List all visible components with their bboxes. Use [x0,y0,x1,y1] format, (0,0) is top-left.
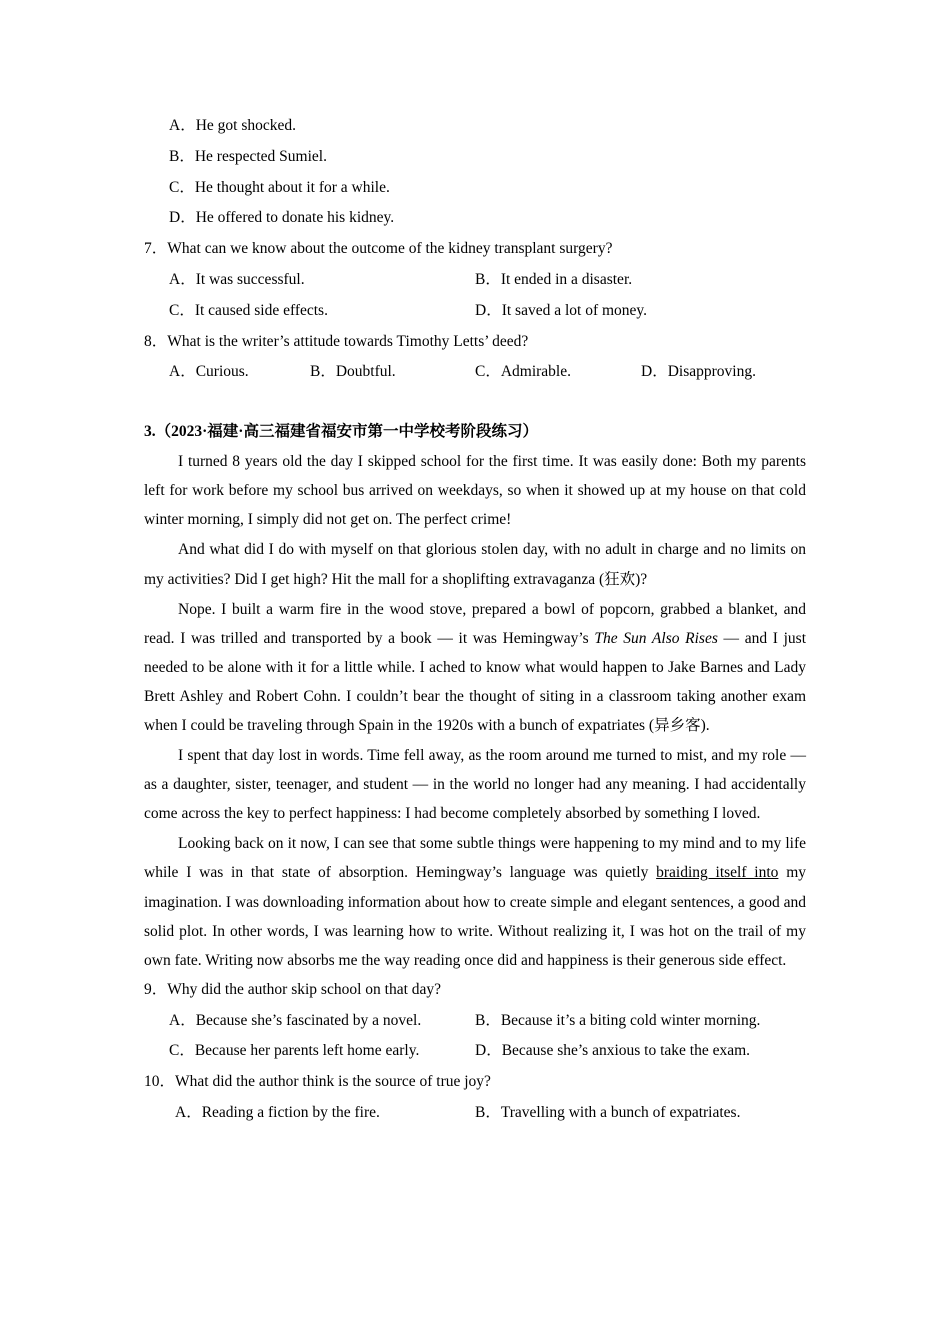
passage-paragraph-4: I spent that day lost in words. Time fell away, as the room around me turned to mist, and my role — as a daughter, sister, teenager, and student — in the world no longer had any meaning. I had accidentally come across the key to perfect happiness: I had become completely absorbed by something I loved. [144,747,806,823]
q8-option-c: C．Admirable. [475,363,571,381]
section-3-heading: 3.（2023·福建·高三福建省福安市第一中学校考阶段练习） [144,423,538,441]
q9-stem: 9．Why did the author skip school on that day? [144,980,442,998]
q9-option-b: B．Because it’s a biting cold winter morning. [475,1011,761,1029]
q6-option-b: B．He respected Sumiel. [169,147,327,165]
passage-paragraph-3-text-b: — and I just needed to be alone with it for a little while. I ached to know what would happen to Jake Barnes and Lady Brett Ashley and Robert Cohn. I couldn’t bear the thought of siting in a classroom taking another exam when I could be traveling through Spain in the 1920s with a bunch of expatriates (异乡客). [144,629,806,735]
q8-options-row [144,357,806,388]
underlined-phrase: braiding itself into [656,864,779,882]
q7-options-row-1 [144,265,806,296]
passage-paragraph-5 [144,829,806,974]
q7-stem: 7．What can we know about the outcome of the kidney transplant surgery? [144,240,613,258]
q8-option-b: B．Doubtful. [310,363,396,381]
q7-options-row-2 [144,296,806,327]
q9-option-c: C．Because her parents left home early. [169,1042,420,1060]
passage-paragraph-5-text-a: Looking back on it now, I can see that some subtle things were happening to my mind and to my life while I was in that state of absorption. Hemingway’s language was quietly [144,835,806,882]
q8-option-a: A．Curious. [169,363,249,381]
passage-paragraph-2: And what did I do with myself on that glorious stolen day, with no adult in charge and no limits on my activities? Did I get high? Hit the mall for a shoplifting extravaganza (狂欢)? [144,541,806,588]
page-content [144,111,806,1129]
q10-options-row [144,1098,806,1129]
q10-stem: 10．What did the author think is the source of true joy? [144,1073,491,1091]
book-title: The Sun Also Rises [594,629,718,647]
q7-option-d: D．It saved a lot of money. [475,301,648,319]
q8-stem: 8．What is the writer’s attitude towards Timothy Letts’ deed? [144,332,529,350]
q9-options-row-1 [144,1006,806,1037]
q10-option-b: B．Travelling with a bunch of expatriates. [475,1104,741,1122]
q9-option-d: D．Because she’s anxious to take the exam. [475,1042,751,1060]
q7-option-b: B．It ended in a disaster. [475,270,633,288]
q10-option-a: A．Reading a fiction by the fire. [175,1104,380,1122]
q6-option-d: D．He offered to donate his kidney. [169,209,395,227]
q7-option-c: C．It caused side effects. [169,301,328,319]
q6-option-c: C．He thought about it for a while. [169,178,390,196]
q8-option-d: D．Disapproving. [641,363,756,381]
q9-option-a: A．Because she’s fascinated by a novel. [169,1011,422,1029]
passage-paragraph-3 [144,595,806,740]
passage-paragraph-3-text-a: Nope. I built a warm fire in the wood stove, prepared a bowl of popcorn, grabbed a blanket, and read. I was trilled and transported by a book — it was Hemingway’s [144,600,806,647]
passage-paragraph-5-text-b: my imagination. I was downloading information about how to create simple and elegant sentences, a good and solid plot. In other words, I was learning how to write. Without realizing it, I was hot on the trail of my own fate. Writing now absorbs me the way reading once did and happiness is their generous side effect. [144,864,807,969]
q6-option-a: A．He got shocked. [169,117,296,134]
passage-paragraph-1: I turned 8 years old the day I skipped school for the first time. It was easily done: Both my parents left for work before my school bus arrived on weekdays, so when it showed up at my house on that cold winter morning, I simply did not get on. The perfect crime! [144,453,806,529]
q7-option-a: A．It was successful. [169,270,305,288]
q9-options-row-2 [144,1036,806,1067]
